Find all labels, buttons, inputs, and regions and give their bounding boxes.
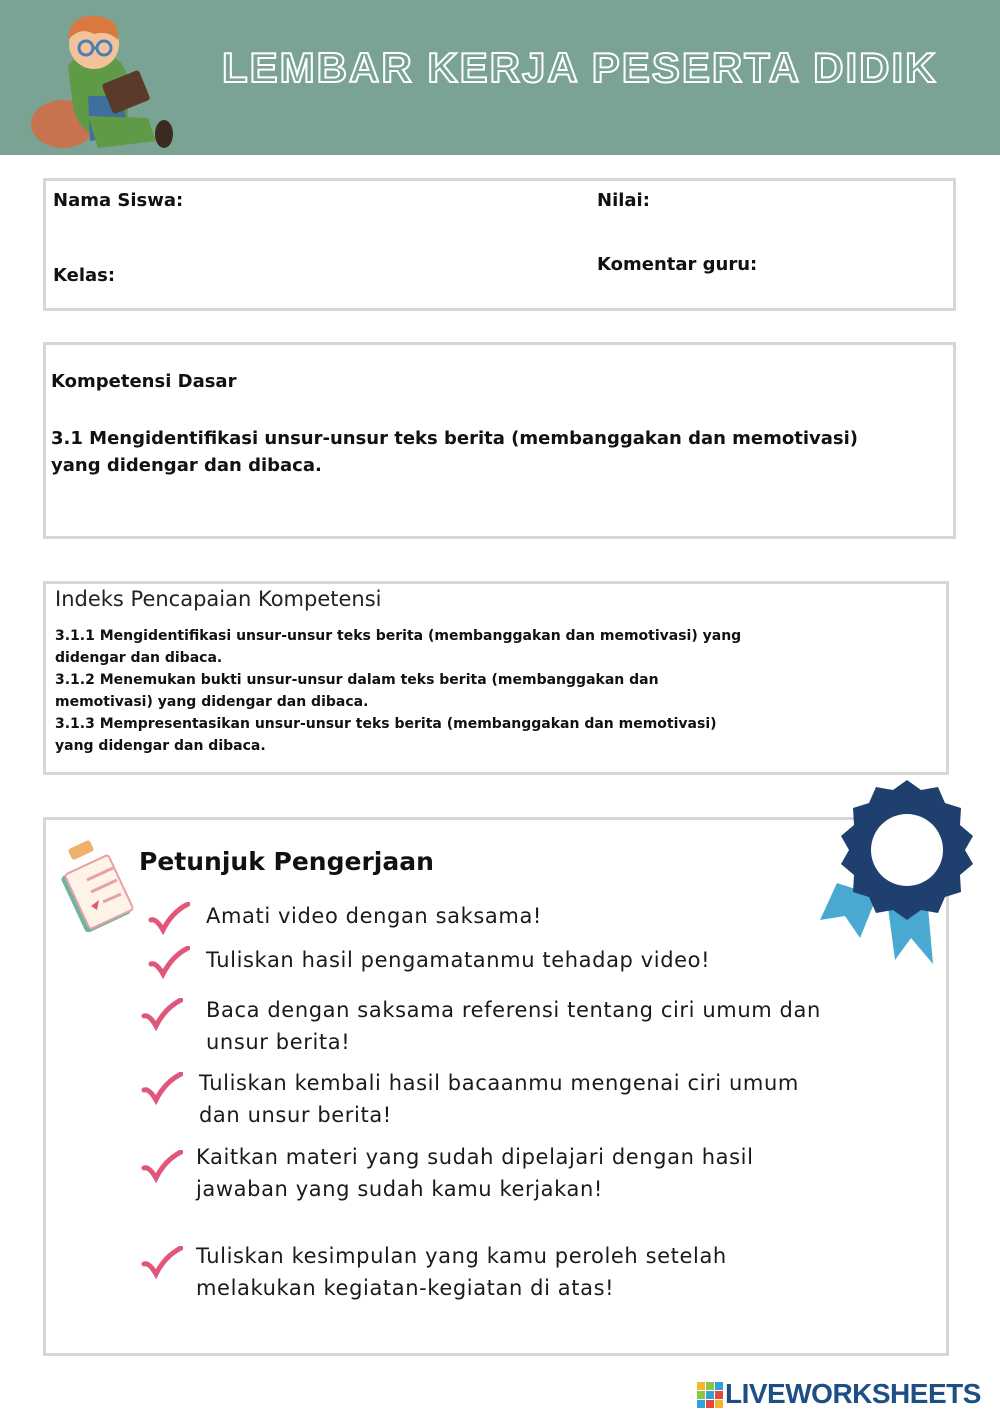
petunjuk-box [43, 817, 949, 1356]
ipk-title: Indeks Pencapaian Kompetensi [55, 587, 382, 611]
teacher-comment-label: Komentar guru: [597, 254, 758, 275]
check-icon [141, 998, 183, 1032]
score-label: Nilai: [597, 190, 650, 211]
instruction-item: Tuliskan kembali hasil bacaanmu mengenai ciri umum dan unsur berita! [199, 1071, 799, 1127]
student-info-box [43, 178, 956, 311]
petunjuk-title: Petunjuk Pengerjaan [139, 847, 434, 876]
instruction-item: Kaitkan materi yang sudah dipelajari dengan hasil jawaban yang sudah kamu kerjakan! [196, 1145, 754, 1201]
class-label: Kelas: [53, 265, 116, 286]
reading-child-illustration [28, 6, 188, 156]
ipk-item: 3.1.1 Mengidentifikasi unsur-unsur teks berita (membanggakan dan memotivasi) yang didengar dan dibaca. [55, 628, 742, 666]
instruction-item: Tuliskan hasil pengamatanmu tehadap video! [206, 948, 711, 972]
page-title: LEMBAR KERJA PESERTA DIDIK [222, 44, 938, 91]
header-banner [0, 0, 1000, 155]
kompetensi-dasar-text: 3.1 Mengidentifikasi unsur-unsur teks berita (membanggakan dan memotivasi) yang didengar dan dibaca. [51, 428, 859, 476]
clipboard-icon [57, 840, 143, 932]
award-badge-icon [815, 778, 980, 968]
check-icon [141, 1072, 183, 1106]
ipk-item: 3.1.2 Menemukan bukti unsur-unsur dalam teks berita (membanggakan dan memotivasi) yang didengar dan dibaca. [55, 672, 659, 710]
instruction-item: Tuliskan kesimpulan yang kamu peroleh setelah melakukan kegiatan-kegiatan di atas! [196, 1244, 727, 1300]
liveworksheets-grid-icon [697, 1382, 723, 1408]
check-icon [148, 902, 190, 936]
ipk-item: 3.1.3 Mempresentasikan unsur-unsur teks berita (membanggakan dan memotivasi) yang didengar dan dibaca. [55, 716, 717, 754]
brand-name: LIVEWORKSHEETS [725, 1378, 981, 1409]
student-name-label: Nama Siswa: [53, 190, 184, 211]
check-icon [148, 946, 190, 980]
check-icon [141, 1246, 183, 1280]
kompetensi-dasar-box [43, 342, 956, 539]
check-icon [141, 1150, 183, 1184]
kompetensi-dasar-title: Kompetensi Dasar [51, 371, 237, 392]
instruction-item: Amati video dengan saksama! [206, 904, 542, 928]
instruction-item: Baca dengan saksama referensi tentang ciri umum dan unsur berita! [206, 998, 821, 1054]
ipk-box [43, 581, 949, 775]
liveworksheets-logo [697, 1374, 997, 1414]
